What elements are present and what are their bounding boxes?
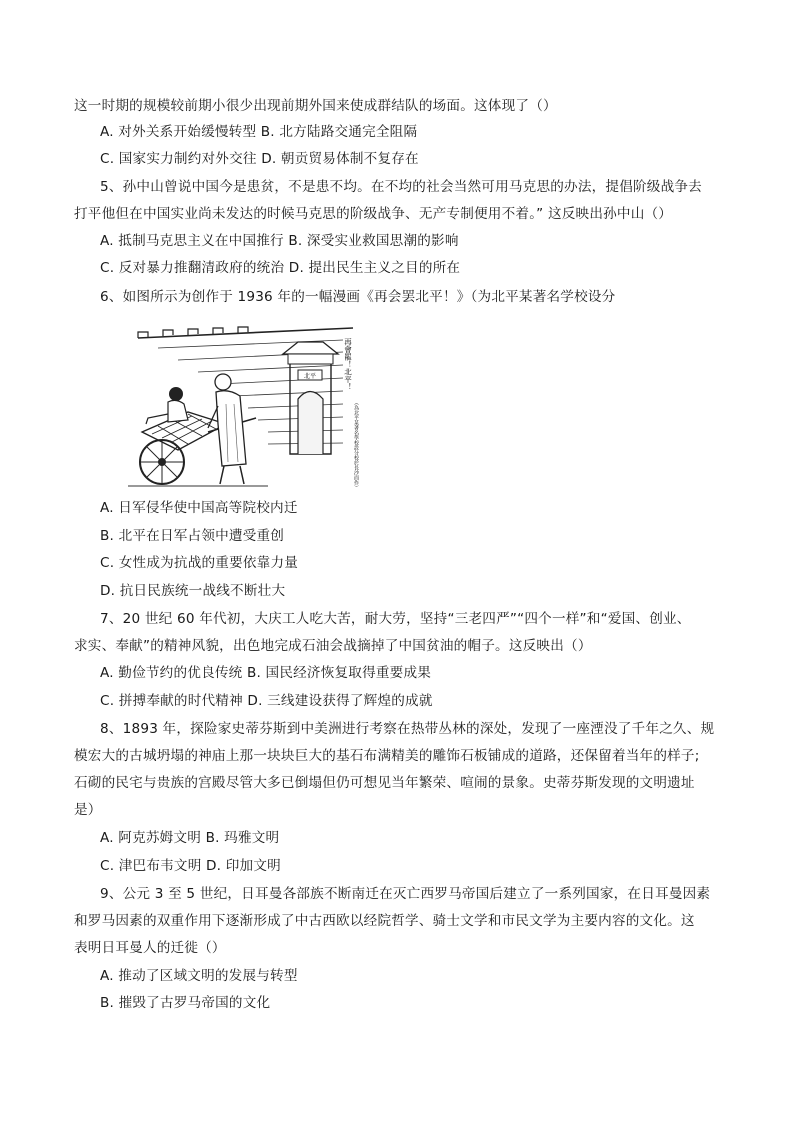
cartoon-side-note: （為北平某著名學校設分校於長沙而作） bbox=[353, 400, 359, 490]
question-5-stem-line-1: 5、孙中山曾说中国今是患贫，不是患不均。在不均的社会当然可用马克思的办法，提倡阶级战争去 bbox=[100, 179, 702, 195]
question-8-options-cd: C. 津巴布韦文明 D. 印加文明 bbox=[100, 858, 281, 874]
question-5-options-cd: C. 反对暴力推翻清政府的统治 D. 提出民生主义之目的所在 bbox=[100, 260, 461, 276]
question-6-option-b: B. 北平在日军占领中遭受重创 bbox=[100, 528, 285, 544]
question-9-stem-line-2: 和罗马因素的双重作用下逐渐形成了中古西欧以经院哲学、骑士文学和市民文学为主要内容的文化。这 bbox=[74, 913, 695, 929]
cartoon-caption: 再會罷！北平！ bbox=[343, 338, 353, 391]
question-9-option-b: B. 摧毁了古罗马帝国的文化 bbox=[100, 995, 271, 1011]
question-4-options-cd: C. 国家实力制约对外交往 D. 朝贡贸易体制不复存在 bbox=[100, 151, 419, 167]
question-7-stem-line-1: 7、20 世纪 60 年代初，大庆工人吃大苦，耐大劳，坚持“三老四严”“四个一样”和“爱国、创业、 bbox=[100, 611, 691, 627]
question-5-stem-line-2: 打平他但在中国实业尚未发达的时候马克思的阶级战争、无产专制便用不着。” 这反映出孙中山（） bbox=[74, 206, 673, 222]
question-5-options-ab: A. 抵制马克思主义在中国推行 B. 深受实业救国思潮的影响 bbox=[100, 233, 459, 249]
question-4-stem-end: 这一时期的规模较前期小很少出现前期外国来使成群结队的场面。这体现了（） bbox=[74, 98, 557, 114]
cartoon-illustration bbox=[118, 324, 368, 492]
question-8-options-ab: A. 阿克苏姆文明 B. 玛雅文明 bbox=[100, 830, 280, 846]
question-8-stem-line-1: 8、1893 年，探险家史蒂芬斯到中美洲进行考察在热带丛林的深处，发现了一座湮没了千年之久、规 bbox=[100, 721, 715, 737]
gate-plaque-text: 北平 bbox=[303, 373, 317, 380]
question-6-option-a: A. 日军侵华使中国高等院校内迁 bbox=[100, 500, 298, 516]
question-9-stem-line-3: 表明日耳曼人的迁徙（） bbox=[74, 940, 226, 956]
question-8-stem-line-2: 模宏大的古城坍塌的神庙上那一块块巨大的基石布满精美的雕饰石板铺成的道路，还保留着当年的样子; bbox=[74, 748, 700, 764]
question-9-stem-line-1: 9、公元 3 至 5 世纪，日耳曼各部族不断南迁在灭亡西罗马帝国后建立了一系列国家，在日耳曼因素 bbox=[100, 886, 711, 902]
question-4-options-ab: A. 对外关系开始缓慢转型 B. 北方陆路交通完全阻隔 bbox=[100, 124, 418, 140]
question-7-stem-line-2: 求实、奉献”的精神风貌，出色地完成石油会战摘掉了中国贫油的帽子。这反映出（） bbox=[74, 638, 592, 654]
question-8-stem-line-3: 石砌的民宅与贵族的宫殿尽管大多已倒塌但仍可想见当年繁荣、喧闹的景象。史蒂芬斯发现的文明遗址 bbox=[74, 775, 695, 791]
question-6-stem: 6、如图所示为创作于 1936 年的一幅漫画《再会罢北平！》（为北平某著名学校设分 bbox=[100, 289, 616, 305]
question-8-stem-line-4: 是） bbox=[74, 802, 102, 818]
question-7-options-ab: A. 勤俭节约的优良传统 B. 国民经济恢复取得重要成果 bbox=[100, 665, 432, 681]
question-9-option-a: A. 推动了区域文明的发展与转型 bbox=[100, 968, 298, 984]
question-6-option-c: C. 女性成为抗战的重要依靠力量 bbox=[100, 555, 299, 571]
question-7-options-cd: C. 拼搏奉献的时代精神 D. 三线建设获得了辉煌的成就 bbox=[100, 693, 433, 709]
question-6-option-d: D. 抗日民族统一战线不断壮大 bbox=[100, 583, 286, 599]
